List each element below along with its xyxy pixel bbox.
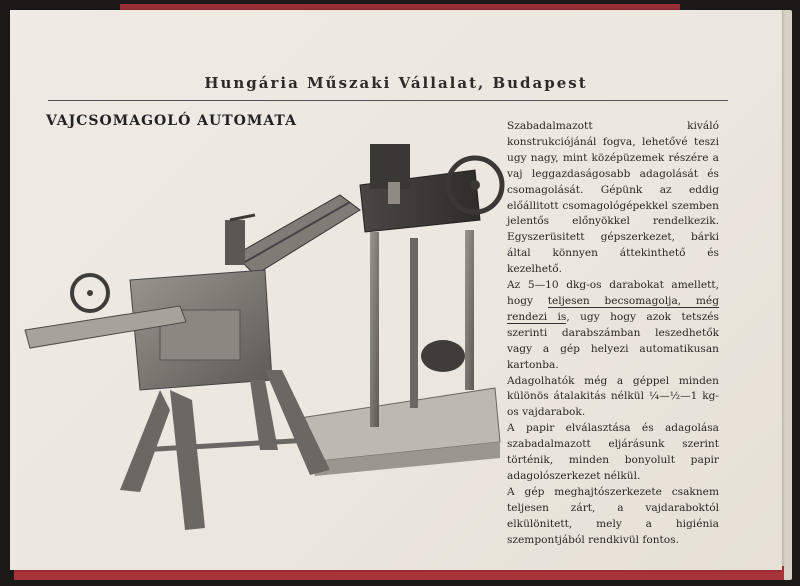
company-header: Hungária Műszaki Vállalat, Budapest	[204, 74, 588, 92]
catalog-page	[10, 10, 782, 570]
machine-photo	[10, 10, 782, 570]
description-paragraph: Adagolhatók még a géppel minden különös átalakitás nélkül ¼—½—1 kg-os vajdarabok.	[507, 374, 719, 419]
description-paragraph: A gép meghajtószerkezete csaknem teljesen zárt, a vajdaraboktól elkülönitett, mely a higiénia szempontjából rendkivül fontos.	[507, 485, 719, 546]
description-paragraph: Az 5—10 dkg-os darabokat amellett, hogy teljesen becsomagolja, még rendezi is, ugy hogy azok tetszés szerinti darabszámban leszedhetők vagy a gép helyezi automatikusan kartonba.	[507, 279, 719, 371]
description-paragraph: A papir elválasztása és adagolása szabadalmazott eljárásunk szerint történik, minden bonyolult papir adagolószerkezet nélkül.	[507, 422, 719, 482]
description-paragraph: Szabadalmazott kiváló konstrukciójánál fogva, lehetővé teszi ugy nagy, mint középüzemek részére a vaj leggazdaságosabb adagolását és csomagolását. Gépünk az eddig előállitott csomagológépekkel szemben jelentős előnyökkel rendelkezik. Egyszerüsitett gépszerkezet, bárki által könnyen áttekinthető és kezelhető.	[507, 120, 719, 276]
underlined-phrase: teljesen becsomagolja, még rendezi is	[507, 294, 719, 323]
product-title: VAJCSOMAGOLÓ AUTOMATA	[46, 113, 297, 129]
